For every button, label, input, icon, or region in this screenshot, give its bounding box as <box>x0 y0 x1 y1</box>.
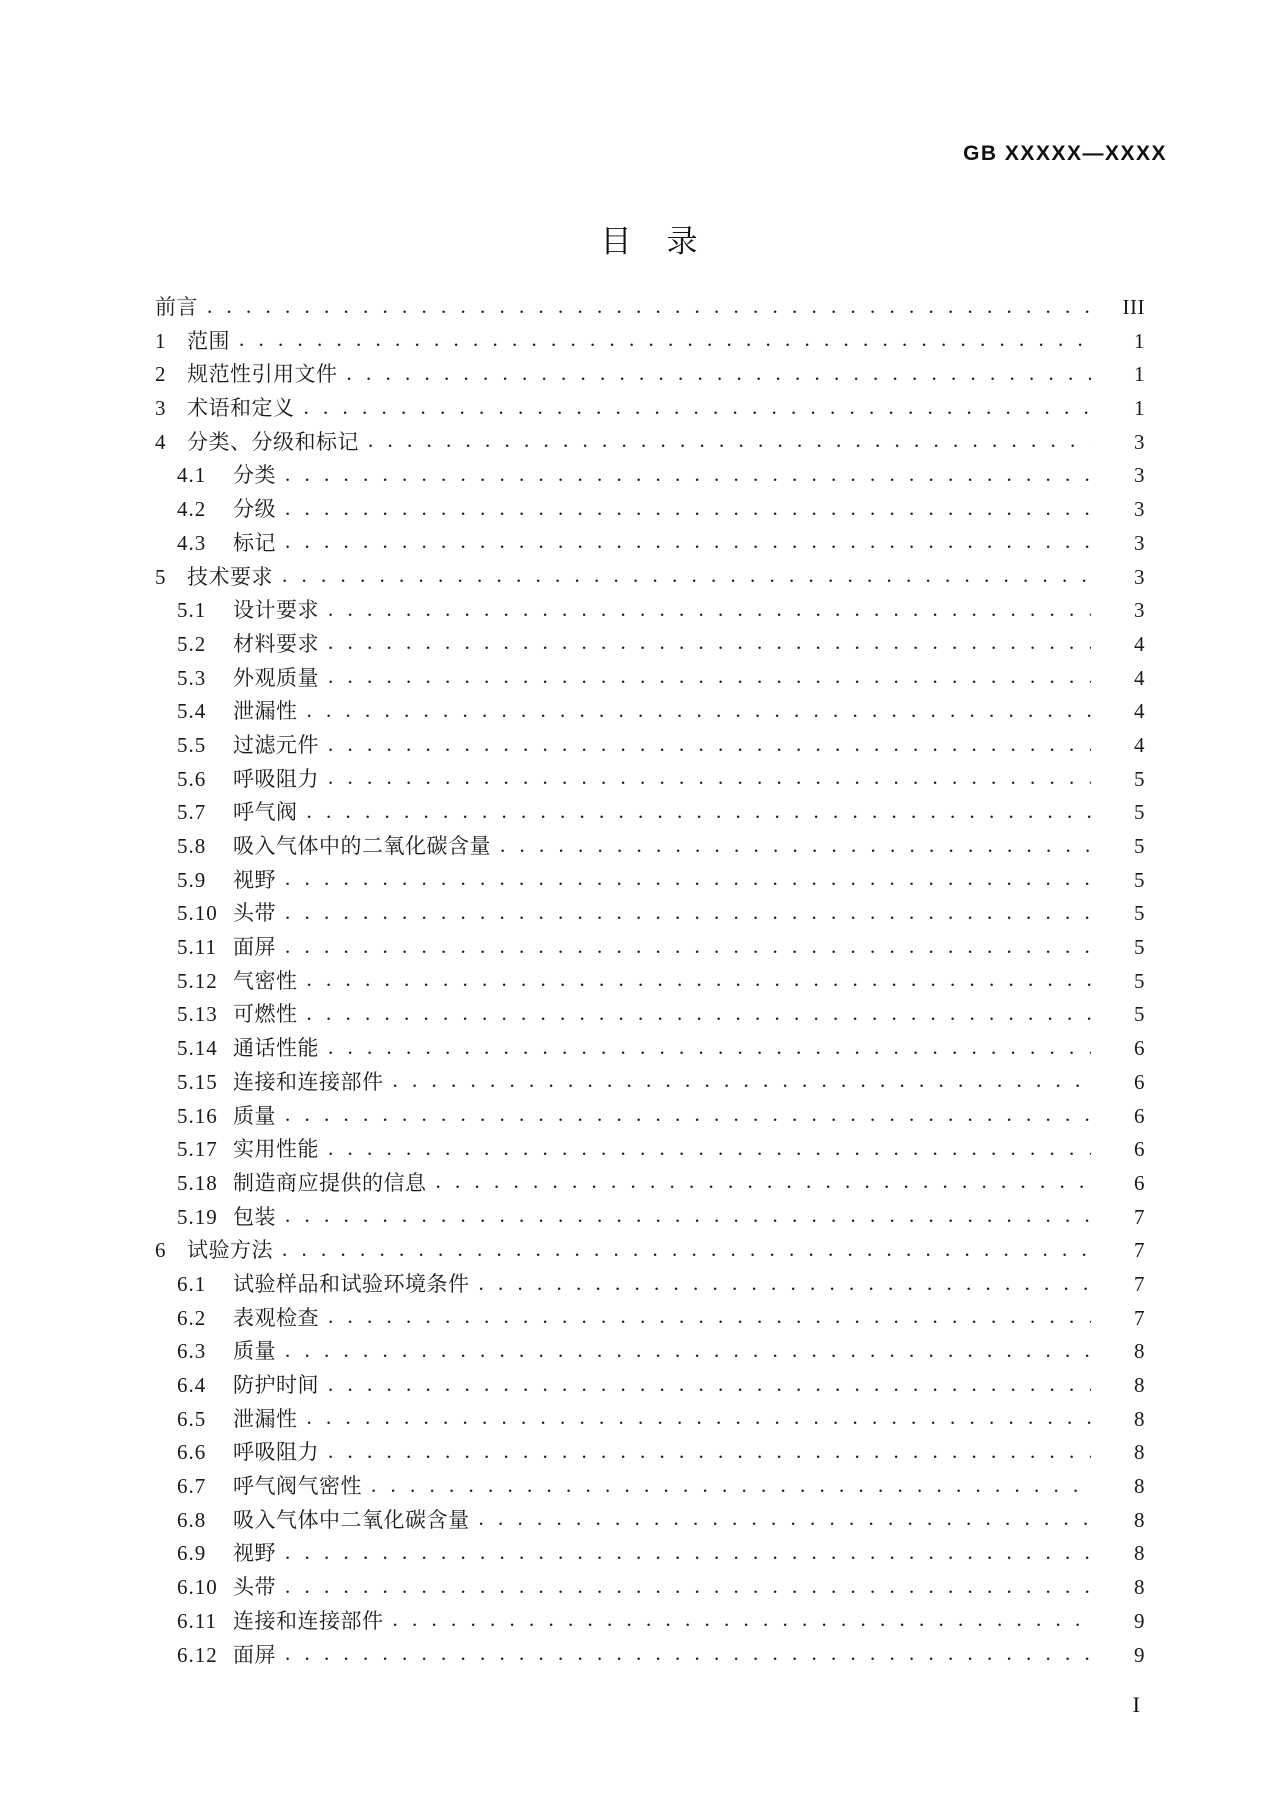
toc-entry-label: 外观质量 <box>233 665 319 690</box>
toc-entry-label: 头带 <box>233 901 276 926</box>
toc-entry-number: 4.2 <box>177 497 207 522</box>
toc-entry-page: 8 <box>1134 1474 1145 1499</box>
toc-entry-label: 试验样品和试验环境条件 <box>233 1271 470 1296</box>
standard-number-header: GB XXXXX—XXXX <box>963 142 1167 165</box>
toc-entry <box>155 1605 1145 1639</box>
toc-entry <box>155 1403 1145 1437</box>
toc-entry <box>155 998 1145 1032</box>
toc-entry-number: 5 <box>155 564 167 589</box>
toc-dot-leader <box>393 1607 1092 1628</box>
toc-entry <box>155 965 1145 999</box>
toc-entry-label: 连接和连接部件 <box>233 1069 384 1094</box>
toc-entry-number: 5.15 <box>177 1069 218 1094</box>
toc-list <box>155 291 1145 1672</box>
toc-entry-label: 规范性引用文件 <box>187 362 338 387</box>
toc-entry <box>155 830 1145 864</box>
toc-entry <box>155 594 1145 628</box>
toc-entry-label: 范围 <box>187 328 230 353</box>
toc-entry-number: 6.9 <box>177 1541 207 1566</box>
toc-entry-label: 技术要求 <box>187 564 273 589</box>
toc-entry-number: 5.11 <box>177 935 217 960</box>
toc-entry-number: 2 <box>155 362 167 387</box>
toc-entry-number: 5.13 <box>177 1002 218 1027</box>
toc-entry <box>155 1133 1145 1167</box>
toc-dot-leader <box>282 563 1091 584</box>
toc-entry-page: 5 <box>1134 968 1145 993</box>
toc-entry-label: 术语和定义 <box>187 396 295 421</box>
toc-dot-leader <box>285 1539 1091 1560</box>
toc-entry-number: 3 <box>155 396 167 421</box>
toc-entry-number: 6.5 <box>177 1406 207 1431</box>
toc-entry <box>155 1571 1145 1605</box>
toc-entry-number: 6.12 <box>177 1642 218 1667</box>
toc-entry <box>155 897 1145 931</box>
toc-entry-label: 防护时间 <box>233 1373 319 1397</box>
toc-dot-leader <box>328 1371 1091 1392</box>
toc-entry-page: 8 <box>1134 1507 1145 1532</box>
toc-entry-number: 5.14 <box>177 1036 218 1061</box>
toc-entry-label: 视野 <box>233 1541 276 1566</box>
toc-entry-label: 呼吸阻力 <box>233 766 319 791</box>
toc-entry-number: 6.6 <box>177 1440 207 1465</box>
toc-entry-label: 可燃性 <box>233 1002 298 1027</box>
toc-entry-page: 8 <box>1134 1575 1145 1600</box>
toc-entry-label: 泄漏性 <box>233 699 298 724</box>
toc-dot-leader <box>328 731 1091 752</box>
toc-entry <box>155 1302 1145 1336</box>
toc-entry <box>155 864 1145 898</box>
toc-dot-leader <box>328 1135 1091 1156</box>
toc-entry-page: 3 <box>1134 530 1145 555</box>
toc-entry-page: 5 <box>1134 1002 1145 1027</box>
toc-dot-leader <box>207 293 1091 314</box>
toc-entry <box>155 459 1145 493</box>
toc-entry-number: 6.2 <box>177 1305 207 1330</box>
toc-dot-leader <box>285 1573 1091 1594</box>
footer-page-number: I <box>1132 1692 1140 1717</box>
toc-dot-leader <box>307 798 1092 819</box>
toc-dot-leader <box>500 832 1091 853</box>
toc-entry-page: 7 <box>1134 1238 1145 1263</box>
toc-entry-page: 5 <box>1134 766 1145 791</box>
toc-entry-number: 5.1 <box>177 598 207 623</box>
toc-entry <box>155 1066 1145 1100</box>
toc-entry <box>155 291 1145 325</box>
toc-dot-leader <box>307 967 1092 988</box>
toc-entry-label: 面屏 <box>233 935 276 960</box>
toc-entry-label: 设计要求 <box>233 598 319 623</box>
toc-dot-leader <box>328 630 1091 651</box>
toc-entry <box>155 1436 1145 1470</box>
toc-entry-page: III <box>1122 295 1145 319</box>
toc-entry-label: 表观检查 <box>233 1305 319 1330</box>
toc-dot-leader <box>307 697 1092 718</box>
toc-entry-label: 分类 <box>233 463 276 488</box>
toc-entry-number: 4.3 <box>177 530 207 555</box>
toc-dot-leader <box>307 1405 1092 1426</box>
toc-entry-page: 5 <box>1134 901 1145 926</box>
toc-dot-leader <box>328 765 1091 786</box>
toc-entry-page: 9 <box>1134 1608 1145 1633</box>
toc-entry <box>155 662 1145 696</box>
toc-entry-label: 材料要求 <box>233 631 319 656</box>
toc-entry-page: 4 <box>1134 665 1145 690</box>
toc-dot-leader <box>285 495 1091 516</box>
toc-entry-label: 吸入气体中的二氧化碳含量 <box>233 834 491 858</box>
toc-entry <box>155 325 1145 359</box>
toc-entry-page: 3 <box>1134 463 1145 488</box>
toc-entry <box>155 426 1145 460</box>
toc-entry-number: 5.17 <box>177 1137 218 1162</box>
toc-entry-number: 5.12 <box>177 968 218 993</box>
toc-entry <box>155 796 1145 830</box>
toc-entry <box>155 561 1145 595</box>
toc-entry-number: 4 <box>155 429 167 454</box>
toc-entry <box>155 695 1145 729</box>
toc-entry <box>155 763 1145 797</box>
toc-entry <box>155 628 1145 662</box>
toc-dot-leader <box>239 327 1091 348</box>
toc-entry-number: 5.16 <box>177 1103 218 1128</box>
toc-entry-label: 包装 <box>233 1204 276 1229</box>
toc-entry-number: 6 <box>155 1238 167 1263</box>
toc-entry-number: 5.5 <box>177 732 207 757</box>
toc-dot-leader <box>285 899 1091 920</box>
toc-entry-number: 5.9 <box>177 867 207 892</box>
toc-entry <box>155 1537 1145 1571</box>
toc-entry-page: 8 <box>1134 1373 1145 1397</box>
toc-entry-number: 5.3 <box>177 665 207 690</box>
toc-dot-leader <box>285 529 1091 550</box>
toc-dot-leader <box>285 933 1091 954</box>
toc-entry-page: 4 <box>1134 631 1145 656</box>
toc-dot-leader <box>282 1236 1091 1257</box>
toc-entry-label: 前言 <box>155 295 198 319</box>
toc-entry-label: 试验方法 <box>187 1238 273 1263</box>
toc-dot-leader <box>371 1472 1091 1493</box>
toc-entry <box>155 1268 1145 1302</box>
toc-dot-leader <box>285 1337 1091 1358</box>
toc-entry-label: 面屏 <box>233 1642 276 1667</box>
toc-entry <box>155 1504 1145 1538</box>
toc-entry <box>155 1100 1145 1134</box>
toc-entry-label: 吸入气体中二氧化碳含量 <box>233 1507 470 1532</box>
toc-entry <box>155 1369 1145 1403</box>
toc-entry-number: 6.4 <box>177 1373 207 1397</box>
toc-dot-leader <box>307 1000 1092 1021</box>
toc-entry-number: 5.4 <box>177 699 207 724</box>
toc-entry-label: 分类、分级和标记 <box>187 429 359 454</box>
toc-entry-page: 5 <box>1134 935 1145 960</box>
toc-entry-page: 3 <box>1134 497 1145 522</box>
toc-dot-leader <box>328 596 1091 617</box>
toc-entry-number: 5.19 <box>177 1204 218 1229</box>
toc-entry-page: 8 <box>1134 1541 1145 1566</box>
toc-entry-number: 6.3 <box>177 1339 207 1364</box>
toc-entry-label: 呼气阀气密性 <box>233 1474 362 1499</box>
toc-entry-label: 分级 <box>233 497 276 522</box>
toc-dot-leader <box>436 1169 1092 1190</box>
toc-entry-page: 7 <box>1134 1305 1145 1330</box>
toc-entry-page: 3 <box>1134 429 1145 454</box>
toc-entry-page: 5 <box>1134 834 1145 858</box>
toc-entry-page: 8 <box>1134 1440 1145 1465</box>
toc-dot-leader <box>328 1438 1091 1459</box>
toc-entry <box>155 931 1145 965</box>
toc-entry-label: 气密性 <box>233 968 298 993</box>
toc-entry-page: 7 <box>1134 1271 1145 1296</box>
toc-dot-leader <box>285 1102 1091 1123</box>
toc-entry-page: 6 <box>1134 1036 1145 1061</box>
toc-entry <box>155 1234 1145 1268</box>
toc-entry-number: 6.11 <box>177 1608 217 1633</box>
toc-dot-leader <box>328 1304 1091 1325</box>
toc-entry-page: 8 <box>1134 1406 1145 1431</box>
toc-entry-page: 1 <box>1134 328 1145 353</box>
toc-entry <box>155 358 1145 392</box>
toc-entry <box>155 1032 1145 1066</box>
toc-entry-number: 1 <box>155 328 167 353</box>
toc-entry-label: 泄漏性 <box>233 1406 298 1431</box>
toc-entry-label: 实用性能 <box>233 1137 319 1162</box>
toc-dot-leader <box>285 1641 1091 1662</box>
toc-entry-page: 3 <box>1134 564 1145 589</box>
toc-entry-label: 连接和连接部件 <box>233 1608 384 1633</box>
toc-entry-number: 5.8 <box>177 834 207 858</box>
toc-entry-page: 6 <box>1134 1103 1145 1128</box>
toc-dot-leader <box>285 866 1091 887</box>
toc-entry <box>155 493 1145 527</box>
toc-entry-label: 头带 <box>233 1575 276 1600</box>
toc-entry <box>155 729 1145 763</box>
toc-entry-number: 6.1 <box>177 1271 207 1296</box>
toc-entry-page: 4 <box>1134 699 1145 724</box>
toc-entry-label: 呼吸阻力 <box>233 1440 319 1465</box>
toc-entry-page: 1 <box>1134 396 1145 421</box>
toc-entry-number: 5.2 <box>177 631 207 656</box>
toc-entry-page: 5 <box>1134 800 1145 825</box>
toc-entry <box>155 1167 1145 1201</box>
toc-entry-page: 9 <box>1134 1642 1145 1667</box>
toc-entry-label: 呼气阀 <box>233 800 298 825</box>
toc-entry-number: 4.1 <box>177 463 207 488</box>
toc-entry-number: 6.7 <box>177 1474 207 1499</box>
toc-entry-page: 8 <box>1134 1339 1145 1364</box>
toc-dot-leader <box>328 664 1091 685</box>
toc-entry <box>155 1470 1145 1504</box>
toc-entry-label: 质量 <box>233 1339 276 1364</box>
toc-entry-page: 3 <box>1134 598 1145 623</box>
toc-entry-label: 通话性能 <box>233 1036 319 1061</box>
toc-entry-label: 制造商应提供的信息 <box>233 1170 427 1195</box>
toc-dot-leader <box>479 1506 1092 1527</box>
toc-entry-label: 标记 <box>233 530 276 555</box>
toc-entry-label: 视野 <box>233 867 276 892</box>
toc-entry <box>155 1639 1145 1673</box>
toc-entry <box>155 527 1145 561</box>
toc-dot-leader <box>328 1034 1091 1055</box>
toc-dot-leader <box>285 1203 1091 1224</box>
toc-entry <box>155 1335 1145 1369</box>
toc-entry-label: 过滤元件 <box>233 732 319 757</box>
toc-dot-leader <box>285 461 1091 482</box>
toc-page-content <box>155 216 1145 1672</box>
toc-entry-number: 5.10 <box>177 901 218 926</box>
toc-dot-leader <box>368 428 1091 449</box>
toc-entry-number: 6.10 <box>177 1575 218 1600</box>
toc-entry <box>155 1201 1145 1235</box>
toc-entry-number: 6.8 <box>177 1507 207 1532</box>
toc-entry-number: 5.7 <box>177 800 207 825</box>
toc-dot-leader <box>347 360 1092 381</box>
toc-entry-page: 5 <box>1134 867 1145 892</box>
toc-dot-leader <box>304 394 1092 415</box>
toc-entry-page: 4 <box>1134 732 1145 757</box>
toc-dot-leader <box>393 1068 1092 1089</box>
toc-entry-page: 6 <box>1134 1137 1145 1162</box>
toc-entry-page: 6 <box>1134 1170 1145 1195</box>
toc-entry-page: 6 <box>1134 1069 1145 1094</box>
toc-entry-page: 1 <box>1134 362 1145 387</box>
toc-entry-label: 质量 <box>233 1103 276 1128</box>
toc-entry <box>155 392 1145 426</box>
toc-entry-number: 5.6 <box>177 766 207 791</box>
toc-entry-number: 5.18 <box>177 1170 218 1195</box>
page-title: 目 录 <box>600 224 700 259</box>
toc-dot-leader <box>479 1270 1092 1291</box>
toc-entry-page: 7 <box>1134 1204 1145 1229</box>
